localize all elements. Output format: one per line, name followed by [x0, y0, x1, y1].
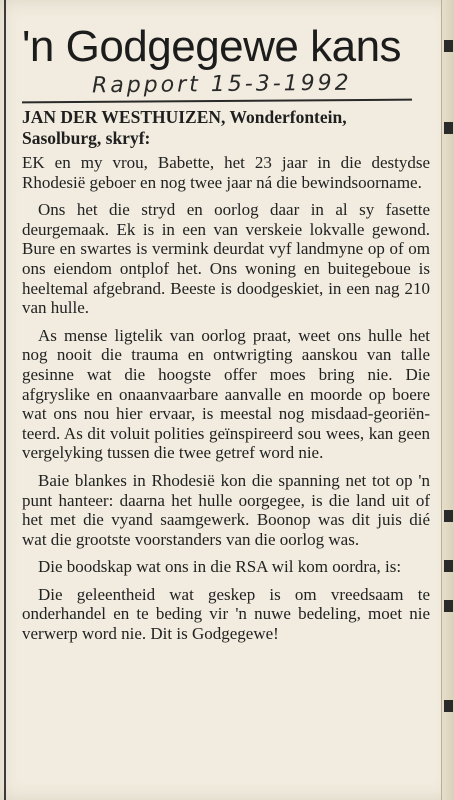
article-paragraph: Die geleentheid wat geskep is om vreedsaam te onderhandel en te beding vir 'n nuwe bedeling, moet nie verwerp word nie. Dit is Godgegewe! — [22, 584, 430, 644]
article-headline: 'n Godgegewe kans — [22, 22, 402, 71]
article-byline: JAN DER WESTHUIZEN, Wonderfontein, Sasolburg, skryf: — [22, 107, 347, 148]
edge-mark — [444, 510, 453, 522]
article-paragraph: Baie blankes in Rhodesië kon die spanning net tot op 'n punt hanteer: daarna het hulle oorgegee, is die land uit of het met die vyand saamgewerk. Boonop was dit juis dié wat die grootste voorstanders van die oorlog was. — [22, 470, 430, 549]
article-paragraph: EK en my vrou, Babette, het 23 jaar in die destydse Rhodesië geboer en nog twee jaar ná die bewindsoorname. — [22, 153, 430, 192]
edge-mark — [444, 122, 453, 134]
article-paragraph: Die boodskap wat ons in die RSA wil kom oordra, is: — [38, 557, 402, 577]
column-rule — [4, 0, 6, 800]
handwritten-source-note: Rapport 15-3-1992 — [91, 70, 352, 99]
article-paragraph: Ons het die stryd en oorlog daar in al sy fasette deurgemaak. Ek is in een van verskeie lokvalle gewond. Bure en swartes is vermink deurdat vyf landmyne op of om ons eiendom ontplof het. Ons woning en buitegeboue is heeltemal afgebrand. Beeste is doodgeskiet, in een nag 210 van hulle. — [22, 200, 430, 318]
edge-mark — [444, 40, 453, 52]
article-paragraph: As mense ligtelik van oorlog praat, weet ons hulle het nog nooit die trauma en ontwrigting aanskou van talle gesinne wat die hoogste offer moes bring nie. Die afgryslike en onaanvaarbare aanvalle en moorde op boere wat ons nou hier ervaar, is meestal nog misdaad-georiënteerd. As dit voluit polities geïnspireerd sou wees, kan geen vergelyking tussen die twee getref word nie. — [22, 325, 430, 463]
edge-mark — [444, 600, 453, 612]
edge-mark — [444, 560, 453, 572]
edge-mark — [444, 700, 453, 712]
handwritten-underline — [22, 99, 412, 104]
adjacent-column-edge — [441, 0, 454, 800]
article-body — [22, 153, 430, 652]
